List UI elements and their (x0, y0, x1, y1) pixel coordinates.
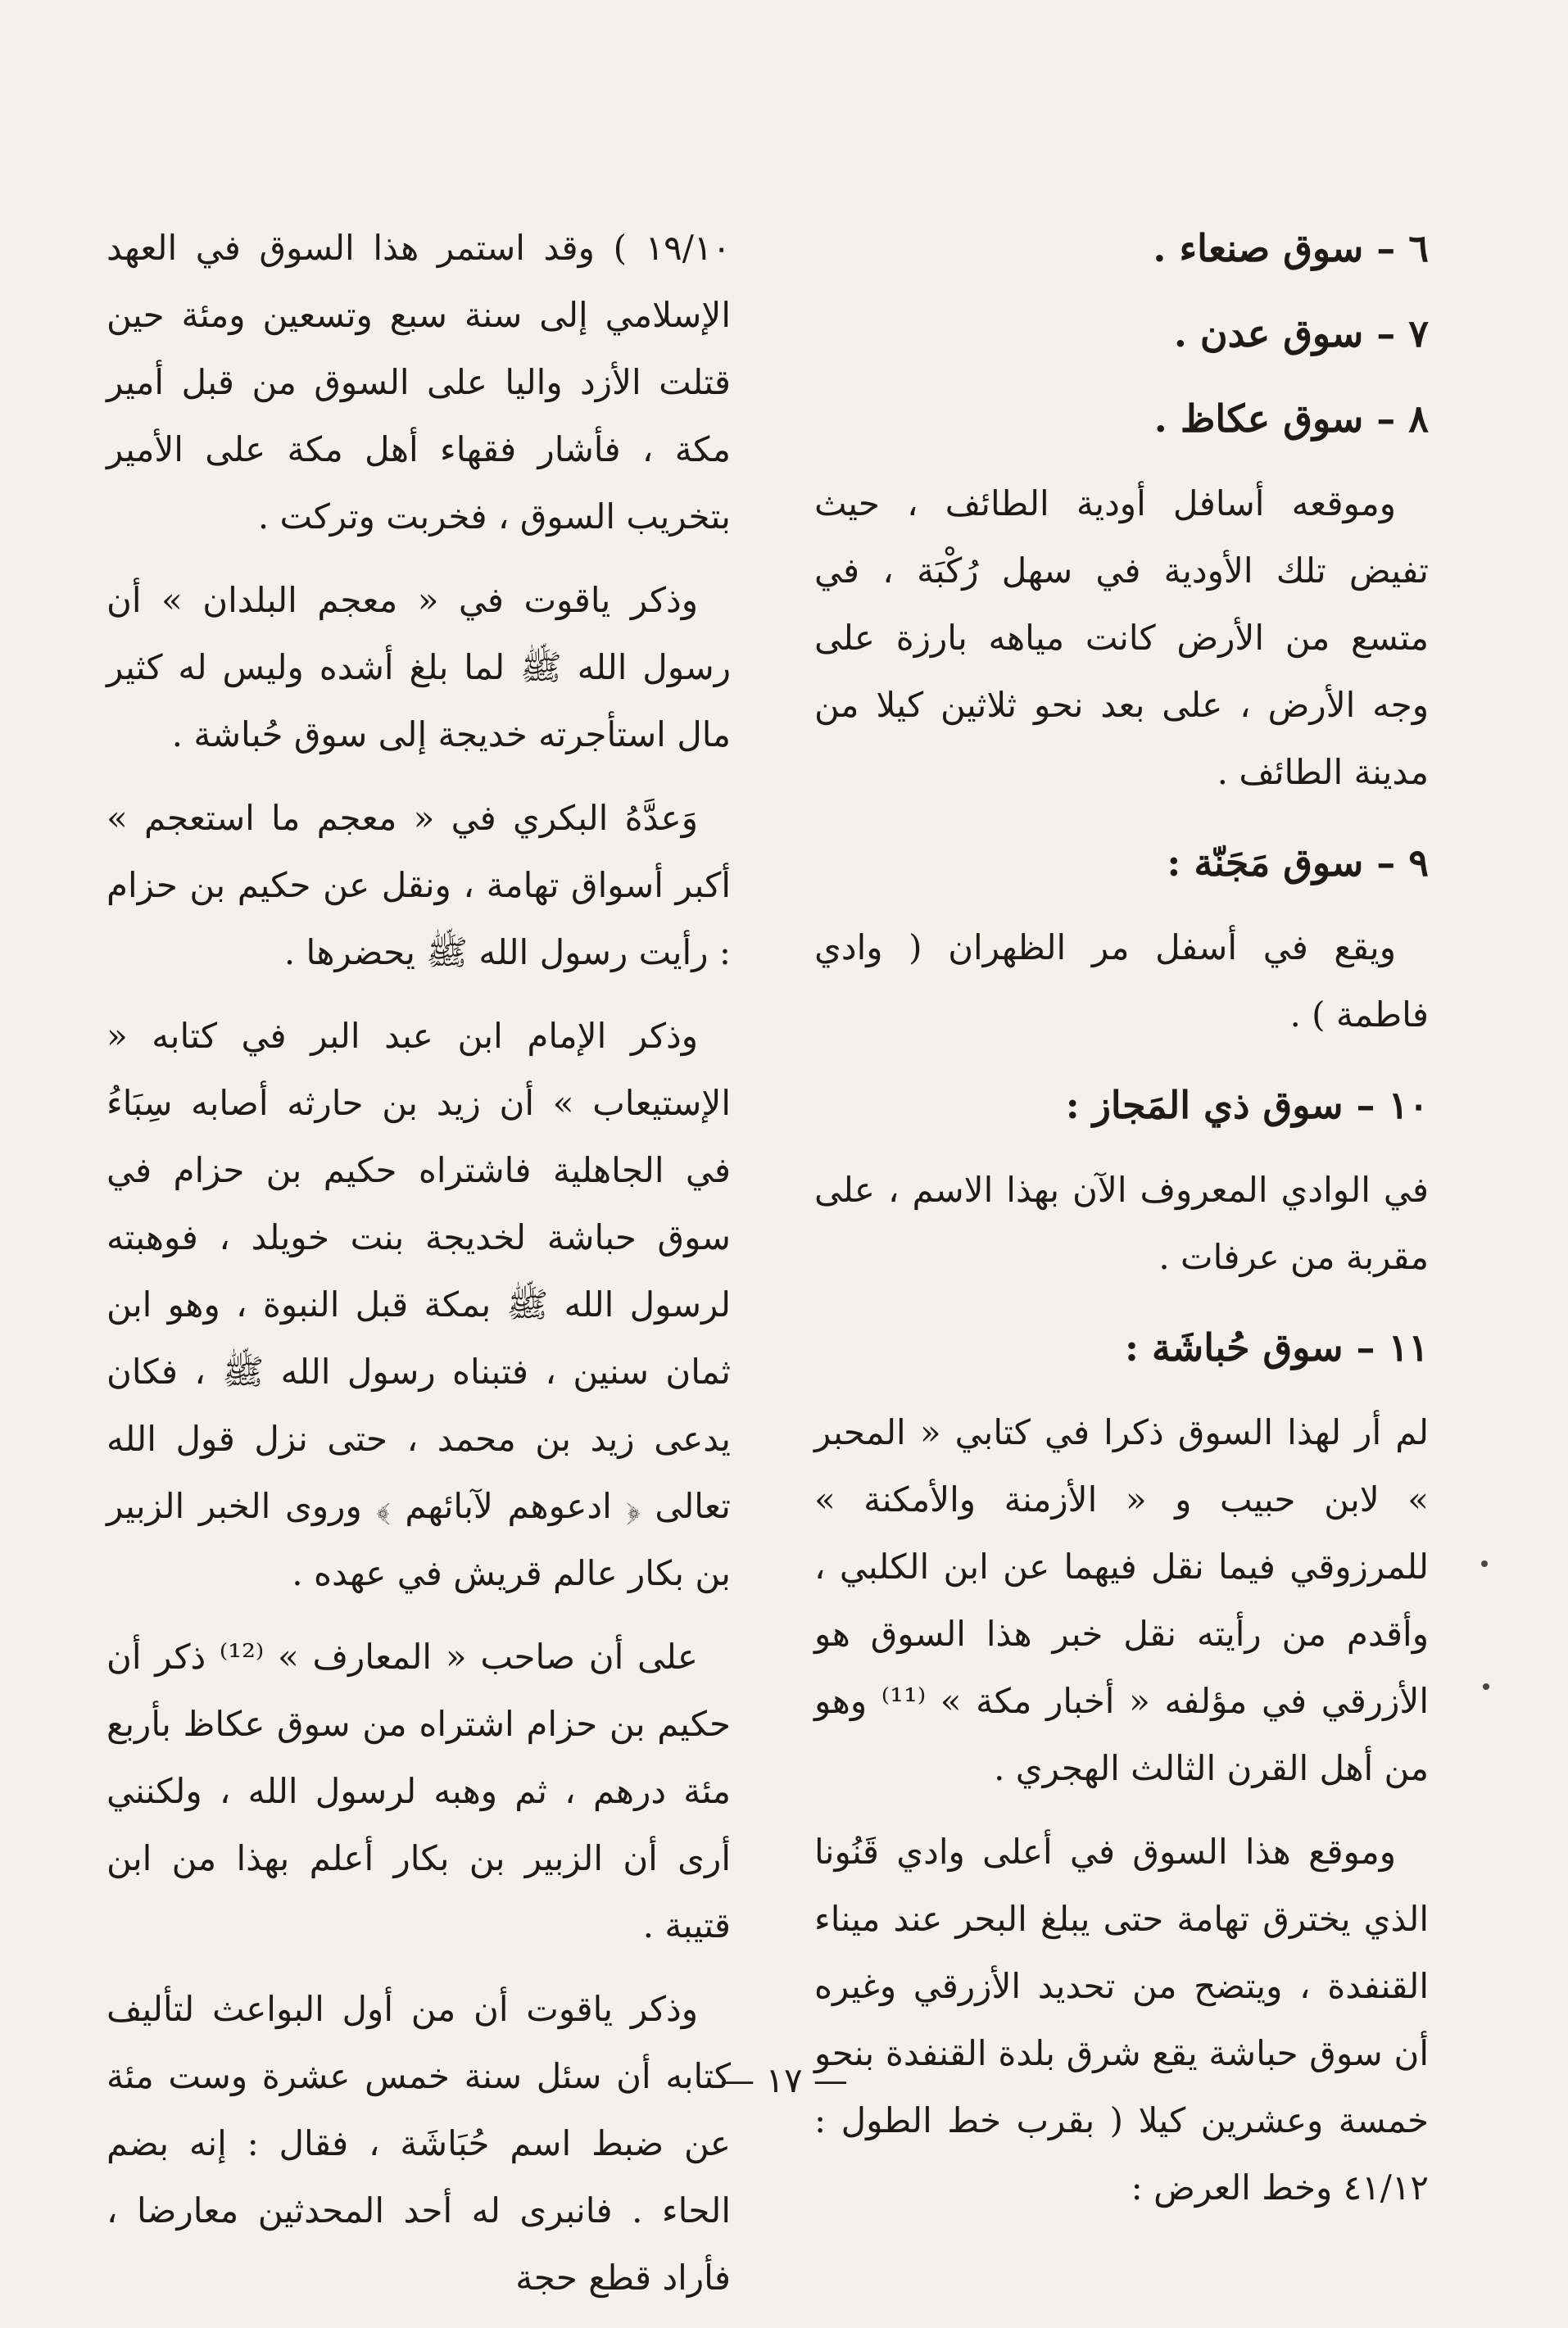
left-column (106, 215, 731, 2328)
paragraph-yaqut-motive: وذكر ياقوت أن من أول البواعث لتأليف كتابه أن سئل سنة خمس عشرة وست مئة عن ضبط اسم حُبَاشَة ، فقال : إنه بضم الحاء . فانبرى له أحد المحدثين معارضا ، فأراد قطع حجة (106, 1989, 731, 2298)
paragraph-yaqut-mention: وذكر ياقوت في « معجم البلدان » أن رسول الله ﷺ لما بلغ أشده وليس له كثير مال استأجرته خديجة إلى سوق حُباشة . (106, 580, 731, 754)
print-speck (1481, 1560, 1488, 1567)
print-speck (1483, 1683, 1489, 1690)
heading-market-10: ١٠ – سوق ذي المَجاز : (1065, 1083, 1429, 1127)
paragraph-maarif-mention: على أن صاحب « المعارف » ⁽¹²⁾ ذكر أن حكيم بن حزام اشتراه من سوق عكاظ بأربع مئة درهم ، ثم وهبه لرسول الله ، ولكنني أرى أن الزبير بن بكار أعلم بهذا من ابن قتيبة . (106, 1637, 731, 1945)
paragraph-dhul-majaz-location: في الوادي المعروف الآن بهذا الاسم ، على مقربة من عرفات . (814, 1170, 1429, 1277)
heading-market-6: ٦ – سوق صنعاء . (1153, 226, 1429, 270)
heading-market-8: ٨ – سوق عكاظ . (1153, 396, 1429, 441)
heading-market-9: ٩ – سوق مَجَنّة : (1167, 840, 1429, 885)
paragraph-hubasha-location: وموقع هذا السوق في أعلى وادي قَنُونا الذي يخترق تهامة حتى يبلغ البحر عند ميناء القنفدة ، ويتضح من تحديد الأزرقي وغيره أن سوق حباشة يقع شرق بلدة القنفدة بنحو خمسة وعشرين كيلا ( بقرب خط الطول : ٤١/١٢ وخط العرض : (814, 1832, 1429, 2208)
heading-market-11: ١١ – سوق حُباشَة : (1125, 1325, 1429, 1370)
heading-market-7: ٧ – سوق عدن . (1173, 311, 1429, 356)
paragraph-hubasha-sources: لم أر لهذا السوق ذكرا في كتابي « المحبر » لابن حبيب و « الأزمنة والأمكنة » للمرزوقي فيما نقل فيهما عن ابن الكلبي ، وأقدم من رأيته نقل خبر هذا السوق هو الأزرقي في مؤلفه « أخبار مكة » ⁽¹¹⁾ وهو من أهل القرن الثالث الهجري . (814, 1412, 1429, 1788)
paragraph-majanna-location: ويقع في أسفل مر الظهران ( وادي فاطمة ) . (814, 927, 1429, 1035)
paragraph-okaz-location: وموقعه أسافل أودية الطائف ، حيث تفيض تلك الأودية في سهل رُكْبَة ، في متسع من الأرض كانت مياهه بارزة على وجه الأرض ، على بعد نحو ثلاثين كيلا من مدينة الطائف . (814, 483, 1429, 792)
right-column (814, 215, 1429, 2238)
page-number: — ١٧ — (720, 2060, 848, 2100)
paragraph-ibn-abd-al-barr: وذكر الإمام ابن عبد البر في كتابه « الإستيعاب » أن زيد بن حارثه أصابه سِبَاءُ في الجاهلية فاشتراه حكيم بن حزام في سوق حباشة لخديجة بنت خويلد ، فوهبته لرسول الله ﷺ بمكة قبل النبوة ، وهو ابن ثمان سنين ، فتبناه رسول الله ﷺ ، فكان يدعى زيد بن محمد ، حتى نزل قول الله تعالى ﴿ ادعوهم لآبائهم ﴾ وروى الخبر الزبير بن بكار عالم قريش في عهده . (106, 1016, 731, 1593)
paragraph-hubasha-islamic-era: ١٩/١٠ ) وقد استمر هذا السوق في العهد الإسلامي إلى سنة سبع وتسعين ومئة حين قتلت الأزد واليا على السوق من قبل أمير مكة ، فأشار فقهاء أهل مكة على الأمير بتخريب السوق ، فخربت وتركت . (106, 228, 731, 537)
paragraph-bakri-mention: وَعدَّهُ البكري في « معجم ما استعجم » أكبر أسواق تهامة ، ونقل عن حكيم بن حزام : رأيت رسول الله ﷺ يحضرها . (106, 798, 731, 972)
